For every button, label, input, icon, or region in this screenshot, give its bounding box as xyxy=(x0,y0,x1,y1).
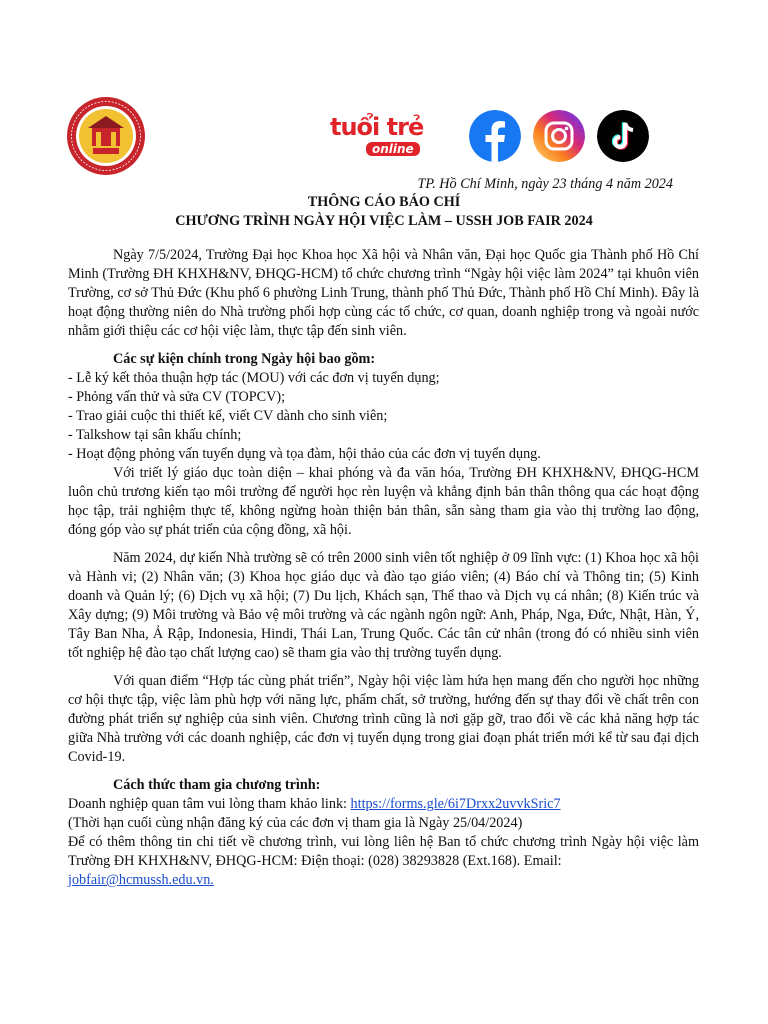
tuoitre-logo-main: tuổi trẻ xyxy=(330,113,424,141)
philosophy-paragraph: Với triết lý giáo dục toàn diện – khai phóng và đa văn hóa, Trường ĐH KHXH&NV, ĐHQG-HCM luôn chủ trương kiến tạo môi trường để người học rèn luyện và khẳng định bản thân thông qua các hoạt động học tập, trải nghiệm thực tế, không ngừng hoàn thiện bản thân, sẵn sàng tham gia vào thị trường lao động, đóng góp vào sự phát triển của cộng đồng, xã hội. xyxy=(68,465,699,538)
cooperation-paragraph: Với quan điểm “Hợp tác cùng phát triển”, Ngày hội việc làm hứa hẹn mang đến cho người học những cơ hội thực tập, việc làm phù hợp với năng lực, phẩm chất, sở trường, hướng đến sự thay đổi về chất trên con đường phát triển sự nghiệp của sinh viên. Chương trình cũng là nơi gặp gỡ, trao đổi về các khả năng hợp tác giữa Nhà trường với các doanh nghiệp, các đơn vị tuyển dụng trong giai đoạn phát triển mới kể từ sau đại dịch Covid-19. xyxy=(68,673,699,765)
tuoitre-logo-sub: online xyxy=(366,142,420,156)
facebook-icon xyxy=(469,110,521,162)
document-body xyxy=(68,246,699,890)
event-item: - Trao giải cuộc thi thiết kế, viết CV dành cho sinh viên; xyxy=(68,408,388,424)
event-item: - Hoạt động phỏng vấn tuyển dụng và tọa đàm, hội thảo của các đơn vị tuyển dụng. xyxy=(68,446,541,462)
event-item: - Phỏng vấn thử và sửa CV (TOPCV); xyxy=(68,389,286,405)
event-item: - Lễ ký kết thỏa thuận hợp tác (MOU) với các đơn vị tuyển dụng; xyxy=(68,370,440,386)
register-text: Doanh nghiệp quan tâm vui lòng tham khảo link: xyxy=(68,796,351,812)
instagram-icon xyxy=(533,110,585,162)
tuoitre-online-logo xyxy=(330,114,434,160)
register-line xyxy=(68,795,699,814)
graduates-paragraph: Năm 2024, dự kiến Nhà trường sẽ có trên 2000 sinh viên tốt nghiệp ở 09 lĩnh vực: (1) Khoa học xã hội và Hành vi; (2) Nhân văn; (3) Khoa học giáo dục và đào tạo giáo viên; (4) Báo chí và Thông tin; (5) Kinh doanh và Quản lý; (6) Dịch vụ xã hội; (7) Du lịch, Khách sạn, Thể thao và Dịch vụ cá nhân; (8) Kiến trúc và Xây dựng; (9) Môi trường và Bảo vệ môi trường và các ngành ngôn ngữ: Anh, Pháp, Nga, Đức, Nhật, Hàn, Ý, Tây Ban Nha, Ả Rập, Indonesia, Hindi, Thái Lan, Trung Quốc. Các tân cử nhân (trong đó có nhiều sinh viên tốt nghiệp hệ đào tạo chất lượng cao) sẽ tham gia vào thị trường tuyển dụng. xyxy=(68,550,699,661)
ussh-logo xyxy=(66,96,146,176)
events-heading: Các sự kiện chính trong Ngày hội bao gồm: xyxy=(113,351,376,367)
tiktok-icon xyxy=(597,110,649,162)
program-title: CHƯƠNG TRÌNH NGÀY HỘI VIỆC LÀM – USSH JOB FAIR 2024 xyxy=(175,213,593,229)
press-release-title: THÔNG CÁO BÁO CHÍ xyxy=(307,194,461,210)
contact-paragraph: Để có thêm thông tin chi tiết về chương trình, vui lòng liên hệ Ban tổ chức chương trình Ngày hội việc làm Trường ĐH KHXH&NV, ĐHQG-HCM: Điện thoại: (028) 38293828 (Ext.168). Email: xyxy=(68,834,699,869)
intro-paragraph: Ngày 7/5/2024, Trường Đại học Khoa học Xã hội và Nhân văn, Đại học Quốc gia Thành phố Hồ Chí Minh (Trường ĐH KHXH&NV, ĐHQG-HCM) tổ chức chương trình “Ngày hội việc làm 2024” tại khuôn viên Trường, cơ sở Thủ Đức (Khu phố 6 phường Linh Trung, thành phố Thủ Đức, Thành phố Hồ Chí Minh). Đây là hoạt động thường niên do Nhà trường phối hợp cùng các tổ chức, cơ quan, doanh nghiệp trong và ngoài nước nhằm giới thiệu các cơ hội việc làm, thực tập đến sinh viên. xyxy=(68,247,699,339)
dateline: TP. Hồ Chí Minh, ngày 23 tháng 4 năm 2024 xyxy=(417,176,673,192)
registration-link[interactable]: https://forms.gle/6i7Drxx2uvvkSric7 xyxy=(350,796,561,812)
deadline-note: (Thời hạn cuối cùng nhận đăng ký của các đơn vị tham gia là Ngày 25/04/2024) xyxy=(68,815,523,831)
event-item: - Talkshow tại sân khấu chính; xyxy=(68,427,242,443)
email-line xyxy=(68,871,699,890)
participation-heading: Cách thức tham gia chương trình: xyxy=(113,777,321,793)
contact-email-link[interactable]: jobfair@hcmussh.edu.vn. xyxy=(68,872,214,888)
